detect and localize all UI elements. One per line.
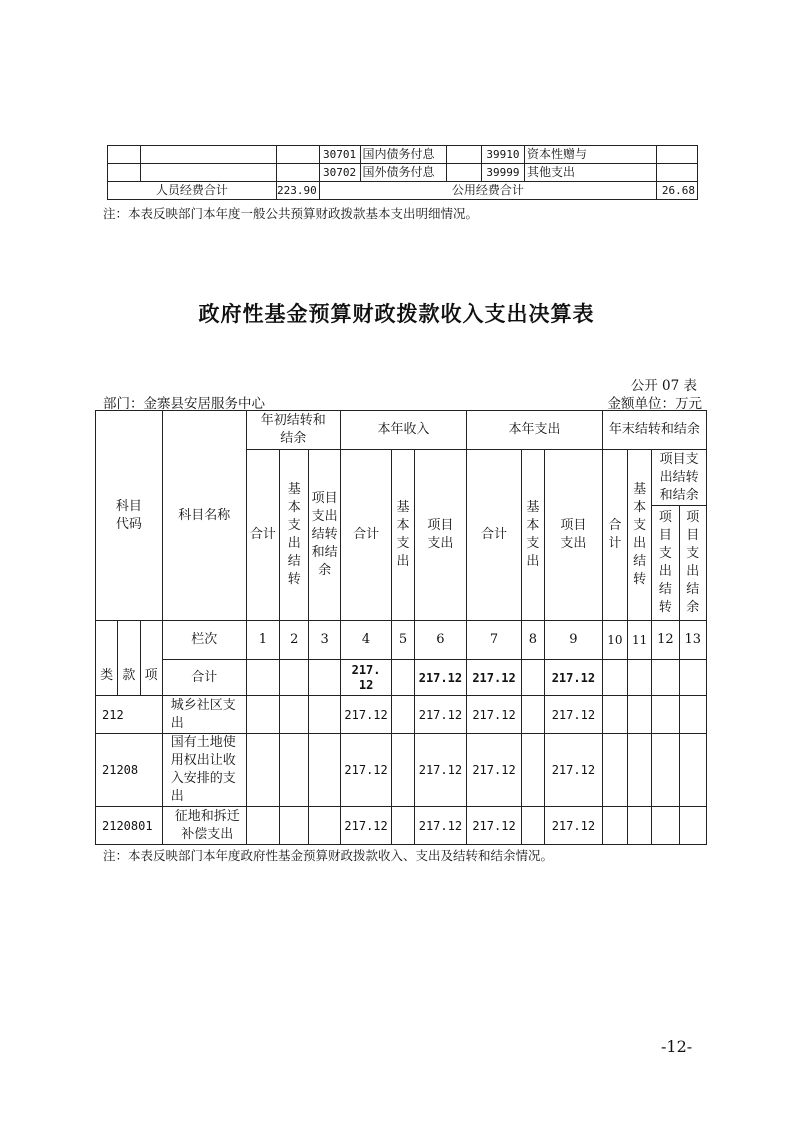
column-no: 9 <box>545 621 603 660</box>
note-bottom: 注：本表反映部门本年度政府性基金预算财政拨款收入、支出及结转和结余情况。 <box>103 848 554 863</box>
column-no: 2 <box>280 621 309 660</box>
expense-code: 30701 <box>319 146 360 164</box>
public-total-label: 公用经费合计 <box>319 182 656 200</box>
table-row <box>108 164 698 182</box>
page-title: 政府性基金预算财政拨款收入支出决算表 <box>198 302 595 326</box>
column-no: 5 <box>392 621 414 660</box>
header-row-1 <box>96 411 707 450</box>
header-opening-total: 合计 <box>246 450 279 621</box>
personnel-total-value: 223.90 <box>276 182 319 200</box>
expense-code: 39999 <box>481 164 524 182</box>
income-total: 217.12 <box>340 734 392 807</box>
expense-name: 国外债务付息 <box>360 164 446 182</box>
expense-project: 217.12 <box>545 807 603 845</box>
header-expense-project: 项目支出 <box>545 450 603 621</box>
total-label: 合计 <box>162 660 246 696</box>
column-no: 8 <box>521 621 544 660</box>
table-row <box>96 807 707 845</box>
expense-name: 资本性赠与 <box>524 146 656 164</box>
personnel-total-label: 人员经费合计 <box>108 182 277 200</box>
form-number: 公开 07 表 <box>630 378 697 394</box>
expense-total: 217.12 <box>467 734 522 807</box>
column-no: 11 <box>627 621 651 660</box>
expense-name: 其他支出 <box>524 164 656 182</box>
header-closing-project-surplus: 项目支出结余 <box>679 506 706 621</box>
header-opening-project: 项目支出结转和结余 <box>309 450 340 621</box>
header-expense: 本年支出 <box>467 411 603 450</box>
header-income-total: 合计 <box>340 450 392 621</box>
expense-name: 国内债务付息 <box>360 146 446 164</box>
header-name: 科目名称 <box>162 411 246 621</box>
note-top: 注：本表反映部门本年度一般公共预算财政拨款基本支出明细情况。 <box>103 206 479 221</box>
income-total: 217.12 <box>340 660 392 696</box>
header-kuan: 款 <box>118 621 140 696</box>
expense-project: 217.12 <box>545 660 603 696</box>
expense-project: 217.12 <box>545 734 603 807</box>
header-income-project: 项目支出 <box>414 450 467 621</box>
header-opening: 年初结转和结余 <box>246 411 340 450</box>
income-total: 217.12 <box>340 807 392 845</box>
table-row <box>96 734 707 807</box>
column-no: 7 <box>467 621 522 660</box>
column-no: 6 <box>414 621 467 660</box>
header-expense-basic: 基本支出 <box>521 450 544 621</box>
department-label: 部门：金寨县安居服务中心 <box>103 396 265 412</box>
column-no: 13 <box>679 621 706 660</box>
table-row <box>96 696 707 734</box>
header-closing: 年末结转和结余 <box>602 411 706 450</box>
header-opening-basic: 基本支出结转 <box>280 450 309 621</box>
column-no-label: 栏次 <box>162 621 246 660</box>
expense-total: 217.12 <box>467 807 522 845</box>
income-project: 217.12 <box>414 696 467 734</box>
total-row <box>96 660 707 696</box>
header-income: 本年收入 <box>340 411 466 450</box>
subject-code: 212 <box>96 696 163 734</box>
column-number-row <box>96 621 707 660</box>
income-project: 217.12 <box>414 660 467 696</box>
expense-code: 39910 <box>481 146 524 164</box>
header-lei: 类 <box>96 621 118 696</box>
expense-total: 217.12 <box>467 660 522 696</box>
header-closing-project: 项目支出结转和结余 <box>652 450 707 506</box>
header-income-basic: 基本支出 <box>392 450 414 621</box>
column-no: 12 <box>652 621 679 660</box>
income-project: 217.12 <box>414 734 467 807</box>
basic-expense-table-fragment <box>107 145 698 200</box>
expense-total: 217.12 <box>467 696 522 734</box>
subject-name: 国有土地使用权出让收入安排的支出 <box>162 734 246 807</box>
fund-budget-table <box>95 410 707 845</box>
table-row-totals <box>108 182 698 200</box>
column-no: 1 <box>246 621 279 660</box>
header-closing-basic: 基本支出结转 <box>627 450 651 621</box>
header-closing-project-carry: 项目支出结转 <box>652 506 679 621</box>
column-no: 10 <box>602 621 627 660</box>
expense-code: 30702 <box>319 164 360 182</box>
header-code: 科目代码 <box>96 411 163 621</box>
subject-name: 城乡社区支出 <box>162 696 246 734</box>
header-xiang: 项 <box>140 621 162 696</box>
public-total-value: 26.68 <box>657 182 698 200</box>
income-total: 217.12 <box>340 696 392 734</box>
subject-code: 2120801 <box>96 807 163 845</box>
expense-project: 217.12 <box>545 696 603 734</box>
income-project: 217.12 <box>414 807 467 845</box>
header-expense-total: 合计 <box>467 450 522 621</box>
column-no: 3 <box>309 621 340 660</box>
amount-unit: 金额单位：万元 <box>607 396 702 412</box>
header-closing-total: 合计 <box>602 450 627 621</box>
subject-code: 21208 <box>96 734 163 807</box>
subject-name: 征地和拆迁补偿支出 <box>162 807 246 845</box>
table-row <box>108 146 698 164</box>
page-number: -12- <box>661 1037 693 1056</box>
column-no: 4 <box>340 621 392 660</box>
